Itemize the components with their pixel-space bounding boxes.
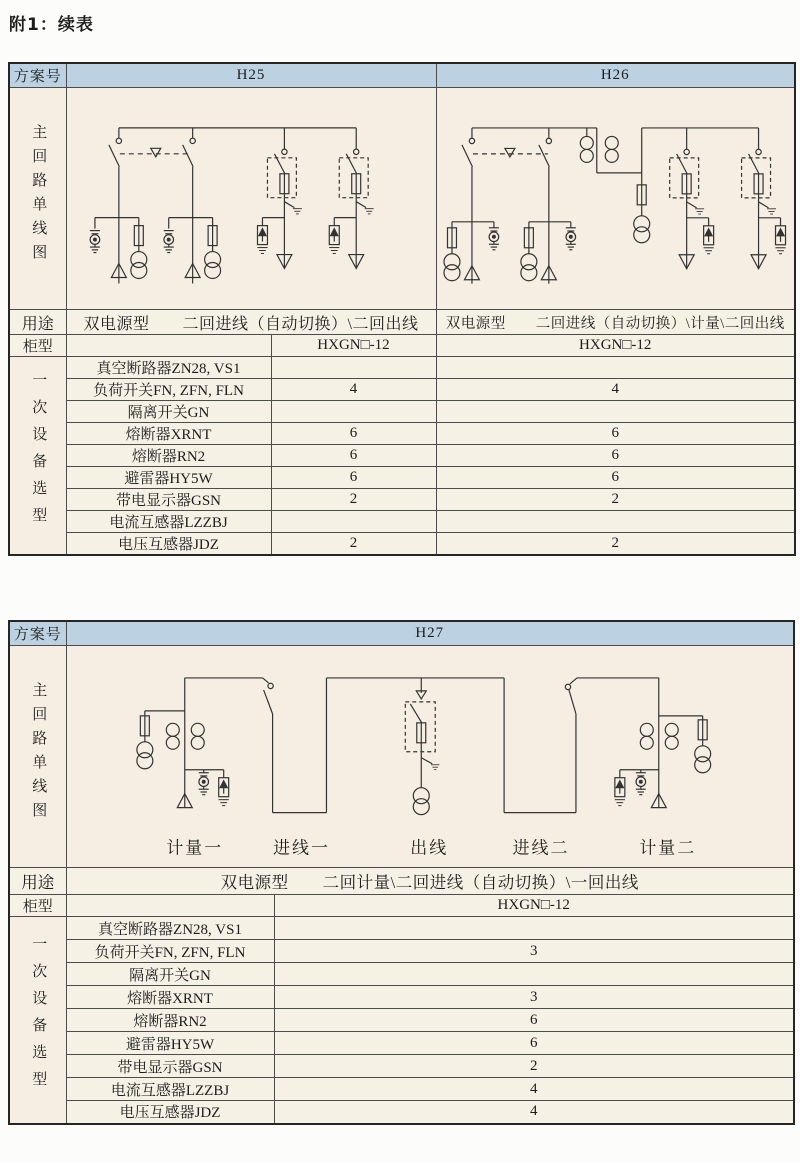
h26-usage: [436, 310, 795, 335]
diagram-row-label: [9, 645, 66, 868]
equipment-row: [9, 489, 795, 511]
h25-value-cell: 4: [271, 379, 436, 401]
diagram-row-label-text: 主回路单线图: [30, 681, 47, 826]
equipment-name-cell: 避雷器HY5W: [66, 467, 271, 489]
equipment-row: [9, 963, 794, 986]
h25-value-cell: 2: [271, 489, 436, 511]
diagram-row-label-text: 主回路单线图: [30, 123, 47, 268]
h25-value-cell: 6: [271, 467, 436, 489]
scheme-h26-header: H26: [436, 63, 795, 87]
h27-usage: [66, 868, 794, 895]
equipment-name-cell: 带电显示器GSN: [66, 1055, 274, 1078]
equipment-selection-label: [9, 917, 66, 1124]
h27-value-cell: [274, 917, 794, 940]
equipment-row: [9, 1078, 794, 1101]
scheme-no-label: 方案号: [9, 63, 66, 87]
equipment-name-cell: 真空断路器ZN28, VS1: [66, 357, 271, 379]
cabinet-row: [9, 895, 794, 917]
diagram-row: [9, 645, 794, 868]
equipment-row: [9, 1101, 794, 1124]
h27-single-line-diagram: [67, 646, 794, 868]
h25-cabinet-type: HXGN□-12: [271, 335, 436, 357]
equipment-name-cell: 真空断路器ZN28, VS1: [66, 917, 274, 940]
diagram-row-label: [9, 87, 66, 310]
h27-diagram-cell: [66, 645, 794, 868]
section-label-incoming-2: 进线二: [512, 838, 569, 858]
h25-value-cell: [271, 401, 436, 423]
equipment-name-cell: 电压互感器JDZ: [66, 533, 271, 556]
h27-value-cell: 6: [274, 1032, 794, 1055]
equipment-row: [9, 467, 795, 489]
cabinet-label: 柜型: [9, 335, 66, 357]
h25-value-cell: 6: [271, 445, 436, 467]
equipment-row: [9, 940, 794, 963]
equipment-row: [9, 401, 795, 423]
h25-value-cell: [271, 511, 436, 533]
section-label-outgoing: 出线: [409, 838, 448, 858]
h27-value-cell: 3: [274, 940, 794, 963]
equipment-row: [9, 917, 794, 940]
equipment-name-cell: 避雷器HY5W: [66, 1032, 274, 1055]
equipment-selection-label-text: 一次设备选型: [30, 372, 47, 535]
h26-value-cell: [436, 357, 795, 379]
scheme-h25-header: H25: [66, 63, 436, 87]
h25-value-cell: 2: [271, 533, 436, 556]
h27-value-cell: 6: [274, 1009, 794, 1032]
h27-value-cell: 3: [274, 986, 794, 1009]
section-label-incoming-1: 进线一: [272, 838, 330, 858]
equipment-row: [9, 423, 795, 445]
equipment-name-cell: 负荷开关FN, ZFN, FLN: [66, 940, 274, 963]
equipment-name-cell: 负荷开关FN, ZFN, FLN: [66, 379, 271, 401]
h26-value-cell: 6: [436, 445, 795, 467]
h26-diagram-cell: [436, 87, 795, 310]
equipment-row: [9, 1055, 794, 1078]
h27-cabinet-type: HXGN□-12: [274, 895, 794, 917]
h26-single-line-diagram: [437, 88, 795, 310]
h26-value-cell: 2: [436, 533, 795, 556]
scheme-h27-header: H27: [66, 621, 794, 645]
equipment-name-cell: 带电显示器GSN: [66, 489, 271, 511]
h27-value-cell: 4: [274, 1078, 794, 1101]
h27-value-cell: 2: [274, 1055, 794, 1078]
equipment-row: [9, 511, 795, 533]
h27-value-cell: 4: [274, 1101, 794, 1124]
equipment-selection-label-text: 一次设备选型: [30, 936, 47, 1099]
scheme-table-h25-h26: [8, 62, 796, 556]
h26-value-cell: [436, 401, 795, 423]
h25-value-cell: 6: [271, 423, 436, 445]
page-title: 附1：续表: [9, 15, 94, 35]
equipment-name-cell: 电压互感器JDZ: [66, 1101, 274, 1124]
cabinet-empty-cell: [66, 335, 271, 357]
equipment-name-cell: 电流互感器LZZBJ: [66, 1078, 274, 1101]
section-label-metering-2: 计量二: [638, 838, 696, 858]
equipment-row: [9, 533, 795, 556]
equipment-name-cell: 熔断器RN2: [66, 445, 271, 467]
equipment-name-cell: 隔离开关GN: [66, 401, 271, 423]
equipment-row: [9, 357, 795, 379]
equipment-row: [9, 986, 794, 1009]
cabinet-row: [9, 335, 795, 357]
header-row: [9, 63, 795, 87]
cabinet-empty-cell: [66, 895, 274, 917]
scheme-no-label: 方案号: [9, 621, 66, 645]
usage-label: 用途: [9, 310, 66, 335]
diagram-row: [9, 87, 795, 310]
equipment-name-cell: 熔断器RN2: [66, 1009, 274, 1032]
section-label-metering-1: 计量一: [165, 838, 223, 858]
h27-usage-text: 双电源型 二回计量\二回进线（自动切换）\一回出线: [220, 873, 639, 893]
equipment-name-cell: 熔断器XRNT: [66, 986, 274, 1009]
equipment-name-cell: 隔离开关GN: [66, 963, 274, 986]
equipment-name-cell: 熔断器XRNT: [66, 423, 271, 445]
h25-value-cell: [271, 357, 436, 379]
usage-label: 用途: [9, 868, 66, 895]
equipment-row: [9, 1032, 794, 1055]
header-row: [9, 621, 794, 645]
h27-value-cell: [274, 963, 794, 986]
usage-row: [9, 868, 794, 895]
h25-usage: [66, 310, 436, 335]
usage-row: [9, 310, 795, 335]
equipment-row: [9, 445, 795, 467]
h26-value-cell: 4: [436, 379, 795, 401]
equipment-selection-label: [9, 357, 66, 556]
h25-diagram-cell: [66, 87, 436, 310]
h26-value-cell: [436, 511, 795, 533]
equipment-name-cell: 电流互感器LZZBJ: [66, 511, 271, 533]
cabinet-label: 柜型: [9, 895, 66, 917]
equipment-row: [9, 379, 795, 401]
scheme-table-h27: [8, 620, 795, 1125]
h26-value-cell: 6: [436, 423, 795, 445]
equipment-row: [9, 1009, 794, 1032]
h26-cabinet-type: HXGN□-12: [436, 335, 795, 357]
h26-value-cell: 2: [436, 489, 795, 511]
h26-value-cell: 6: [436, 467, 795, 489]
h25-usage-text: 双电源型 二回进线（自动切换）\二回出线: [83, 315, 419, 333]
h25-single-line-diagram: [67, 88, 436, 309]
h26-usage-text: 双电源型 二回进线（自动切换）\计量\二回出线: [445, 315, 785, 332]
